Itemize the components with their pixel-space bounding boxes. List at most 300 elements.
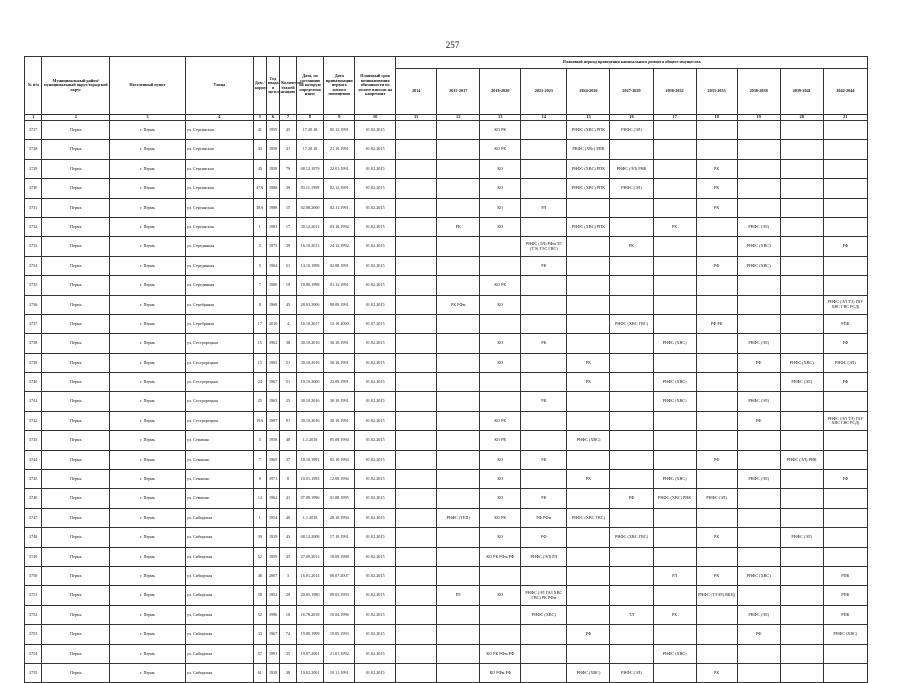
plan-cell [396,295,437,314]
house-cell: 25 [253,392,266,411]
plan-cell [567,295,610,314]
plan-cell [396,489,437,508]
privatization-date-cell: 08.09.1991 [324,295,355,314]
plan-cell [396,198,437,217]
plan-cell [780,392,823,411]
plan-cell: КО РК [480,508,521,527]
plan-cell [823,198,867,217]
plan-cell: РФ [737,353,780,372]
plan-cell: КО [480,334,521,353]
locality-cell: г. Пермь [110,528,186,547]
table-row [25,334,868,353]
header-house: Дом / корпус [253,57,266,115]
privatization-date-cell: 15.10.2000 [324,314,355,333]
deadline-cell: 01.02.2015 [355,353,396,372]
floors-cell: 38 [280,663,296,682]
date-cell: 10.01.1993 [296,470,324,489]
plan-cell [567,450,610,469]
plan-cell [780,625,823,644]
header-period: 2030-2032 [653,69,696,115]
plan-cell [696,644,737,663]
locality-cell: г. Пермь [110,353,186,372]
plan-cell [437,411,480,430]
row-number: 3730 [25,179,42,198]
locality-cell: г. Пермь [110,140,186,159]
plan-cell [437,373,480,392]
locality-cell: г. Пермь [110,217,186,236]
deadline-cell: 01.02.2015 [355,586,396,605]
plan-cell [437,528,480,547]
plan-cell [823,276,867,295]
plan-cell [696,373,737,392]
locality-cell: г. Пермь [110,237,186,256]
locality-cell: г. Пермь [110,586,186,605]
table-body [25,121,868,683]
deadline-cell: 01.02.2015 [355,217,396,236]
house-cell: 38А [253,198,266,217]
column-number: 16 [610,115,653,121]
plan-cell [737,644,780,663]
column-number: 11 [396,115,437,121]
plan-cell: РФ [521,528,567,547]
header-floors: Количество этажей [280,57,296,115]
privatization-date-cell: 30.10.1991 [324,392,355,411]
plan-cell: РНФС (ЭЛ) [737,217,780,236]
plan-cell [480,256,521,275]
plan-cell [610,217,653,236]
street-cell: ул. Сестрорецкая [185,411,253,430]
district-cell: Пермь [42,605,110,624]
plan-cell [521,353,567,372]
plan-cell: РНФС (ЭЛ ТЭ) ГАУ ХВС ГВС РСД) [823,295,867,314]
header-period: 2014 [396,69,437,115]
plan-cell: РК [696,179,737,198]
row-number: 3735 [25,276,42,295]
header-period: 2033-2035 [696,69,737,115]
plan-cell [696,217,737,236]
plan-cell: РНФС (ЭЛ) [737,605,780,624]
plan-cell [780,431,823,450]
plan-cell: РНФС (ХВС) [780,353,823,372]
district-cell: Пермь [42,353,110,372]
house-cell: 61 [253,663,266,682]
district-cell: Пермь [42,159,110,178]
plan-cell: РНФС (ЭЛ) [610,179,653,198]
plan-cell [567,198,610,217]
floors-cell: 41 [280,140,296,159]
locality-cell: г. Пермь [110,566,186,585]
plan-cell [653,547,696,566]
date-cell: 02.08.2000 [296,198,324,217]
plan-cell: РФ [737,411,780,430]
plan-cell: РК [610,237,653,256]
plan-cell: КО [480,179,521,198]
plan-cell [480,566,521,585]
plan-cell [437,237,480,256]
plan-cell [823,489,867,508]
date-cell: 14.10.1998 [296,256,324,275]
privatization-date-cell: 09.03.1993 [324,586,355,605]
plan-cell [437,392,480,411]
plan-cell [737,431,780,450]
table-row [25,392,868,411]
plan-cell: РФ [610,489,653,508]
row-number: 3739 [25,353,42,372]
deadline-cell: 01.02.2015 [355,159,396,178]
plan-cell: КО [480,470,521,489]
house-cell: 46 [253,566,266,585]
column-number: 3 [110,115,186,121]
plan-cell [780,605,823,624]
street-cell: ул. Серебряная [185,295,253,314]
date-cell: 18.08.1998 [296,276,324,295]
plan-cell [737,489,780,508]
house-cell: 57 [253,644,266,663]
header-period: 2027-2029 [610,69,653,115]
plan-cell [653,353,696,372]
plan-cell [567,276,610,295]
plan-cell [653,450,696,469]
floors-cell: 45 [280,295,296,314]
plan-cell: КО [480,198,521,217]
plan-cell [396,314,437,333]
plan-cell: РНФС (ЭЛ) РНК [780,450,823,469]
plan-cell: РНФС (ЭЛ) РНК [610,159,653,178]
plan-cell [521,276,567,295]
plan-cell [396,663,437,682]
district-cell: Пермь [42,411,110,430]
floors-cell: 51 [280,373,296,392]
street-cell: ул. Сибирская [185,547,253,566]
district-cell: Пермь [42,392,110,411]
plan-cell [737,179,780,198]
header-plan-title: Плановый период проведения капитального ремонта общего имущества [396,57,868,69]
header-district: Муниципальный район/ муниципальный округ/городской округ [42,57,110,115]
locality-cell: г. Пермь [110,276,186,295]
plan-cell [567,547,610,566]
date-cell: 1.1.2018 [296,431,324,450]
plan-cell [396,644,437,663]
plan-cell [696,295,737,314]
plan-cell: КО [480,159,521,178]
deadline-cell: 01.02.2015 [355,625,396,644]
plan-cell: РНФС (ЭЛ) РЛ [521,547,567,566]
date-cell: 19.02.2001 [296,663,324,682]
plan-cell [610,140,653,159]
district-cell: Пермь [42,256,110,275]
header-deadline: Плановый срок возникновения обязанности по уплате взносов на капремонт [355,57,396,115]
house-cell: 1 [253,508,266,527]
header-date-1: Дата, по состоянию на которую определена износ [296,57,324,115]
district-cell: Пермь [42,528,110,547]
table-row [25,528,868,547]
plan-cell: РНФС (ЭЛ) [780,373,823,392]
plan-cell [610,450,653,469]
plan-cell [437,121,480,140]
deadline-cell: 01.07.2015 [355,314,396,333]
privatization-date-cell: 10.11.1991 [324,663,355,682]
year-cell: 1958 [266,431,279,450]
street-cell: ул. Сестрорецкая [185,334,253,353]
house-cell: 13 [253,353,266,372]
header-row-1 [25,57,868,69]
plan-cell: РК РФм [437,295,480,314]
plan-cell [653,121,696,140]
floors-cell: 3 [280,566,296,585]
plan-cell [396,411,437,430]
locality-cell: г. Пермь [110,392,186,411]
plan-cell: РНФС (ЭЛ) [780,528,823,547]
plan-cell [396,217,437,236]
plan-cell [823,663,867,682]
plan-cell [396,392,437,411]
date-cell: 30.12.2012 [296,217,324,236]
plan-cell [567,256,610,275]
house-cell: 47А [253,179,266,198]
plan-cell: РНФС (ХВс) РПК [567,140,610,159]
house-cell: 3 [253,237,266,256]
plan-cell: РК [653,217,696,236]
table-row [25,159,868,178]
plan-cell [610,431,653,450]
floors-cell: 10 [280,605,296,624]
floors-cell: 25 [280,392,296,411]
locality-cell: г. Пермь [110,625,186,644]
plan-cell [780,644,823,663]
plan-cell [437,625,480,644]
privatization-date-cell: 03.10.1992 [324,217,355,236]
privatization-date-cell: 18.09.1998 [324,547,355,566]
date-cell: 1.1.2018 [296,508,324,527]
plan-cell: РФ [823,237,867,256]
year-cell: 1963 [266,392,279,411]
plan-cell [653,140,696,159]
year-cell: 1964 [266,256,279,275]
plan-cell [780,547,823,566]
row-number: 3731 [25,198,42,217]
floors-cell: 51 [280,353,296,372]
deadline-cell: 01.02.2015 [355,121,396,140]
district-cell: Пермь [42,450,110,469]
year-cell: 1959 [266,547,279,566]
locality-cell: г. Пермь [110,314,186,333]
street-cell: ул. Семашко [185,489,253,508]
plan-cell: РК [696,663,737,682]
column-number: 4 [185,115,253,121]
table-row [25,237,868,256]
plan-cell: РНФС (ЭЛ) [610,663,653,682]
privatization-date-cell: 21.01.1992 [324,644,355,663]
plan-cell: РПК [823,566,867,585]
plan-cell [737,314,780,333]
header-period: 2024-2026 [567,69,610,115]
plan-cell: КО РК [480,411,521,430]
plan-cell: КО [480,353,521,372]
plan-cell [437,470,480,489]
street-cell: ул. Сибирская [185,508,253,527]
plan-cell [737,198,780,217]
row-number: 3740 [25,373,42,392]
plan-cell [437,179,480,198]
plan-cell [696,605,737,624]
plan-cell [823,528,867,547]
plan-cell [696,334,737,353]
plan-cell: КО [480,450,521,469]
plan-cell [696,411,737,430]
house-cell: 15 [253,334,266,353]
house-cell: 3 [253,431,266,450]
column-number: 14 [521,115,567,121]
privatization-date-cell: 10.04.1996 [324,605,355,624]
street-cell: ул. Сибирская [185,528,253,547]
plan-cell [653,179,696,198]
locality-cell: г. Пермь [110,159,186,178]
street-cell: ул. Сергинская [185,159,253,178]
plan-cell [437,450,480,469]
plan-cell: РК [567,470,610,489]
header-street: Улица [185,57,253,115]
date-cell: 03.11.1999 [296,179,324,198]
plan-cell [396,237,437,256]
locality-cell: г. Пермь [110,547,186,566]
plan-cell: РК [521,392,567,411]
floors-cell: 29 [280,586,296,605]
plan-cell: РНФС (ТЭЭЛ) ВКЦ) [696,586,737,605]
street-cell: ул. Семашко [185,450,253,469]
plan-cell [610,334,653,353]
row-number: 3744 [25,450,42,469]
plan-cell [396,276,437,295]
privatization-date-cell: 02.12.1991 [324,179,355,198]
plan-cell: РФ РФм [521,508,567,527]
date-cell: 27.09.2013 [296,547,324,566]
deadline-cell: 01.02.2015 [355,373,396,392]
plan-cell [396,528,437,547]
plan-cell: РК [437,217,480,236]
plan-cell [521,431,567,450]
plan-cell: КО [480,489,521,508]
column-number: 1 [25,115,42,121]
street-cell: ул. Сестрорецкая [185,392,253,411]
house-cell: 1 [253,217,266,236]
privatization-date-cell: 19.05.1993 [324,625,355,644]
locality-cell: г. Пермь [110,605,186,624]
plan-cell [653,431,696,450]
year-cell: 1958 [266,159,279,178]
district-cell: Пермь [42,237,110,256]
plan-cell [737,373,780,392]
locality-cell: г. Пермь [110,411,186,430]
plan-cell [823,159,867,178]
plan-cell [437,566,480,585]
year-cell: 1959 [266,121,279,140]
date-cell: 30.10.2016 [296,411,324,430]
plan-cell [780,663,823,682]
plan-cell [737,450,780,469]
district-cell: Пермь [42,625,110,644]
locality-cell: г. Пермь [110,334,186,353]
floors-cell: 45 [280,121,296,140]
row-number: 3752 [25,605,42,624]
plan-cell [521,663,567,682]
locality-cell: г. Пермь [110,179,186,198]
street-cell: ул. Семашко [185,470,253,489]
plan-cell: КО РК [480,121,521,140]
date-cell: 30.10.2016 [296,353,324,372]
plan-cell [696,431,737,450]
year-cell: 2010 [266,314,279,333]
district-cell: Пермь [42,295,110,314]
plan-cell [396,140,437,159]
plan-cell: РНФС (ЭЛ ГАЗ ХВС ГВС) РК РФм [521,586,567,605]
privatization-date-cell: 28.10.1994 [324,508,355,527]
plan-cell [437,431,480,450]
deadline-cell: 01.02.2015 [355,179,396,198]
header-no: № п/п [25,57,42,115]
plan-cell [780,334,823,353]
deadline-cell: 01.02.2015 [355,411,396,430]
plan-cell [396,179,437,198]
plan-cell [610,566,653,585]
street-cell: ул. Серединная [185,276,253,295]
plan-cell [780,586,823,605]
house-cell: 52 [253,605,266,624]
plan-cell [437,276,480,295]
deadline-cell: 01.02.2015 [355,295,396,314]
district-cell: Пермь [42,140,110,159]
floors-cell: 37 [280,450,296,469]
year-cell: 1991 [266,644,279,663]
deadline-cell: 01.02.2015 [355,547,396,566]
privatization-date-cell: 22.01.1991 [324,159,355,178]
plan-cell: РНФС (ХВС) РПК [567,217,610,236]
plan-cell [396,566,437,585]
plan-cell [653,314,696,333]
plan-cell [610,625,653,644]
floors-cell: 19 [280,276,296,295]
district-cell: Пермь [42,198,110,217]
plan-cell [653,663,696,682]
house-cell: 58 [253,586,266,605]
row-number: 3746 [25,489,42,508]
house-cell: 41 [253,121,266,140]
plan-cell: РПК [823,605,867,624]
plan-cell [610,198,653,217]
plan-cell [396,547,437,566]
plan-cell [396,373,437,392]
deadline-cell: 01.02.2015 [355,508,396,527]
plan-cell: РНФС (ХВС) РПК [567,159,610,178]
column-number: 15 [567,115,610,121]
plan-cell [396,470,437,489]
street-cell: ул. Серединная [185,256,253,275]
plan-cell: РНФС (ХВС) [737,566,780,585]
plan-cell [437,159,480,178]
plan-cell [396,508,437,527]
plan-cell [780,179,823,198]
column-number: 9 [324,115,355,121]
column-number: 17 [653,115,696,121]
privatization-date-cell: 23.09.1991 [324,373,355,392]
row-number: 3727 [25,121,42,140]
plan-cell [437,140,480,159]
floors-cell: 15 [280,198,296,217]
date-cell: 17.20.18 [296,121,324,140]
date-cell: 07.09.1996 [296,489,324,508]
deadline-cell: 01.02.2015 [355,256,396,275]
privatization-date-cell: 21.10.1991 [324,140,355,159]
row-number: 3745 [25,470,42,489]
